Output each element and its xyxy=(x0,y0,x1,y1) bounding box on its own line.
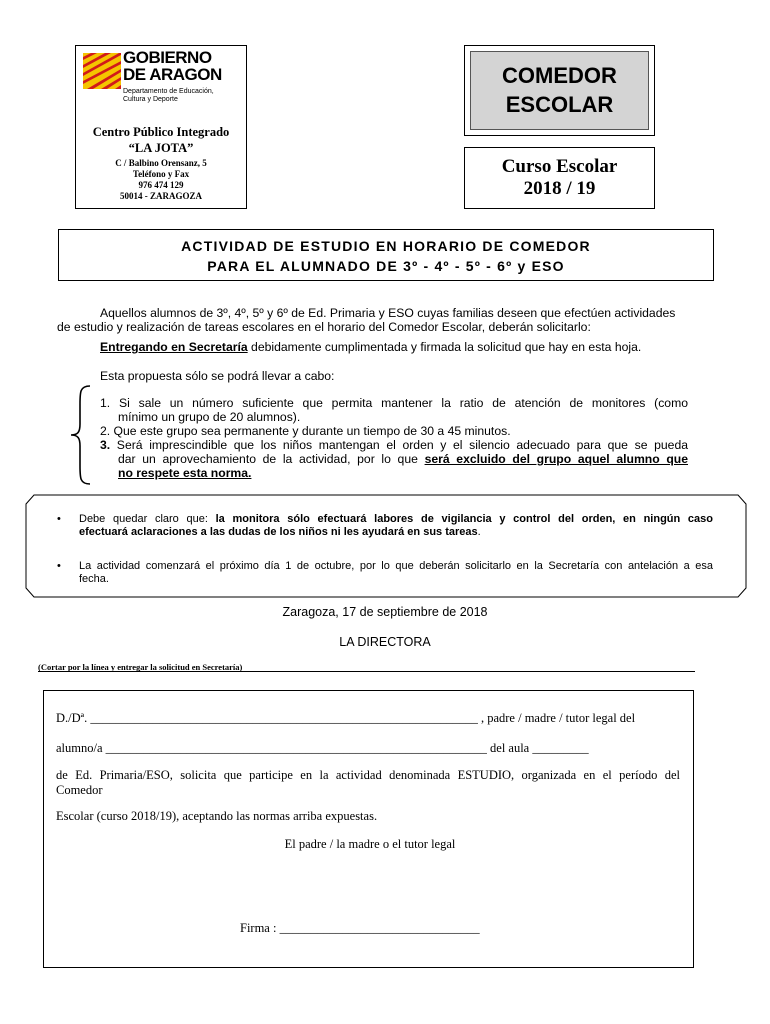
form-student-name-line[interactable]: alumno/a _____________________________________________________________ del aula _________ xyxy=(56,741,589,755)
signer-title: LA DIRECTORA xyxy=(339,635,431,649)
condition-item-1-cont: mínimo un grupo de 20 alumnos). xyxy=(118,410,301,424)
school-name: Centro Público Integrado xyxy=(92,125,230,139)
delivery-emphasis: Entregando en Secretaría xyxy=(100,340,248,354)
condition-item-3-plain: dar un aprovechamiento de la actividad, por lo que xyxy=(118,452,425,466)
note-2: La actividad comenzará el próximo día 1 de octubre, por lo que deberán solicitarlo en la Secretaría con antelación a esa xyxy=(79,560,713,572)
form-request-text: de Ed. Primaria/ESO, solicita que participe en la actividad denominada ESTUDIO, organizada en el período del xyxy=(56,768,680,782)
note-1-cont xyxy=(79,526,481,539)
address-line: 976 474 129 xyxy=(138,180,184,190)
note-2-cont: fecha. xyxy=(79,573,109,585)
activity-title-line1: ACTIVIDAD DE ESTUDIO EN HORARIO DE COMEDOR xyxy=(181,238,591,254)
condition-item-3 xyxy=(100,439,688,453)
school-year-box xyxy=(464,147,655,209)
department-line2: Cultura y Deporte xyxy=(123,96,178,103)
notes-frame xyxy=(24,494,748,598)
cut-instruction: (Cortar por la línea y entregar la solicitud en Secretaría) xyxy=(38,662,243,672)
form-acceptance-text: Escolar (curso 2018/19), aceptando las normas arriba expuestas. xyxy=(56,809,378,823)
condition-item-3-end xyxy=(118,467,251,481)
department-line1: Departamento de Educación, xyxy=(123,88,214,95)
form-parent-label: El padre / la madre o el tutor legal xyxy=(284,837,456,851)
address-line: C / Balbino Orensanz, 5 xyxy=(115,158,207,168)
comedor-title-inner xyxy=(470,51,649,130)
note-1-plain: Debe quedar claro que: xyxy=(79,513,216,525)
address-line: Teléfono y Fax xyxy=(132,169,190,179)
conditions-intro: Esta propuesta sólo se podrá llevar a cabo: xyxy=(100,369,335,383)
activity-title-line2: PARA EL ALUMNADO DE 3º - 4º - 5º - 6º y ESO xyxy=(207,258,565,274)
condition-item-1: 1. Si sale un número suficiente que permita mantener la ratio de atención de monitores (como xyxy=(100,396,688,410)
note-bullet-icon: • xyxy=(57,513,61,525)
address-line: 50014 - ZARAGOZA xyxy=(119,191,202,201)
school-address xyxy=(76,158,246,202)
exclusion-warning: será excluido del grupo aquel alumno que xyxy=(424,452,688,466)
note-1-end: . xyxy=(477,526,481,538)
delivery-rest: debidamente cumplimentada y firmada la solicitud que hay en esta hoja. xyxy=(247,340,642,354)
school-year-label: Curso Escolar xyxy=(501,156,618,177)
aragon-flag-logo-icon xyxy=(83,53,121,89)
comedor-title-box xyxy=(464,45,655,136)
condition-item-2: 2. Que este grupo sea permanente y durante un tiempo de 30 a 45 minutos. xyxy=(100,424,511,438)
note-1-bold-cont: efectuará aclaraciones a las dudas de los niños ni les ayudará en sus tareas xyxy=(79,526,478,538)
comedor-title-line1: COMEDOR xyxy=(502,63,617,88)
activity-title-box xyxy=(58,229,714,281)
intro-paragraph-line1: Aquellos alumnos de 3º, 4º, 5º y 6º de Ed. Primaria y ESO cuyas familias deseen que efectúen actividades xyxy=(100,306,676,320)
form-signature-line[interactable]: Firma : ________________________________ xyxy=(240,921,480,935)
form-request-text-cont: Comedor xyxy=(56,783,103,797)
note-1-bold: la monitora sólo efectuará labores de vigilancia y control del orden, en ningún caso xyxy=(215,513,714,525)
exclusion-warning-end: no respete esta norma. xyxy=(118,466,252,480)
delivery-instructions xyxy=(100,340,641,354)
condition-item-3-number: 3. xyxy=(100,438,111,452)
left-curly-brace-icon xyxy=(68,384,96,486)
school-year-value: 2018 / 19 xyxy=(523,178,596,199)
intro-paragraph-line2: de estudio y realización de tareas escolares en el horario del Comedor Escolar, deberán solicitarlo: xyxy=(57,320,591,334)
government-name-line1: GOBIERNO xyxy=(123,48,212,67)
document-date: Zaragoza, 17 de septiembre de 2018 xyxy=(282,605,488,619)
form-guardian-name-line[interactable]: D./Dª. ______________________________________________________________ , padre / madre / tutor legal del xyxy=(56,711,636,725)
cut-line xyxy=(38,671,695,672)
school-subname: “LA JOTA” xyxy=(128,141,194,155)
note-1 xyxy=(79,513,713,526)
government-name-line2: DE ARAGON xyxy=(123,65,222,84)
condition-item-3-cont xyxy=(118,453,688,467)
school-header-box xyxy=(75,45,247,209)
note-bullet-icon: • xyxy=(57,560,61,572)
comedor-title-line2: ESCOLAR xyxy=(505,92,614,117)
condition-item-3-text: Será imprescindible que los niños mantengan el orden y el silencio adecuado para que se pueda xyxy=(110,438,688,452)
